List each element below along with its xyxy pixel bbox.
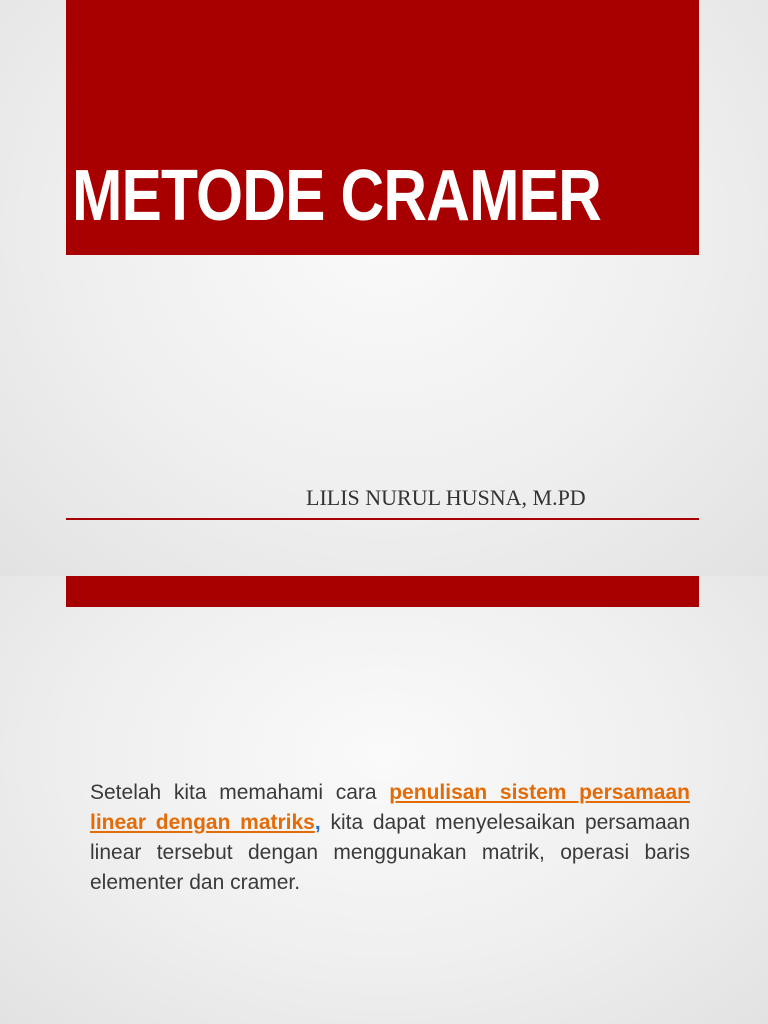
author-name: LILIS NURUL HUSNA, M.PD [306, 485, 586, 510]
paragraph-tail-text: kita dapat menyelesaikan persamaan linear tersebut dengan menggunakan matrik, operasi baris elementer dan cramer. [90, 811, 691, 894]
link-comma: , [314, 811, 321, 834]
paragraph-lead-text: Setelah kita memahami cara [90, 781, 390, 804]
intro-paragraph [90, 778, 690, 898]
author-divider [66, 518, 699, 520]
persamaan-linear-link[interactable]: penulisan sistem persamaan linear dengan matriks [90, 781, 690, 834]
header-bar [66, 576, 699, 607]
slide-title: METODE CRAMER [72, 156, 601, 236]
content-slide [0, 576, 768, 1024]
